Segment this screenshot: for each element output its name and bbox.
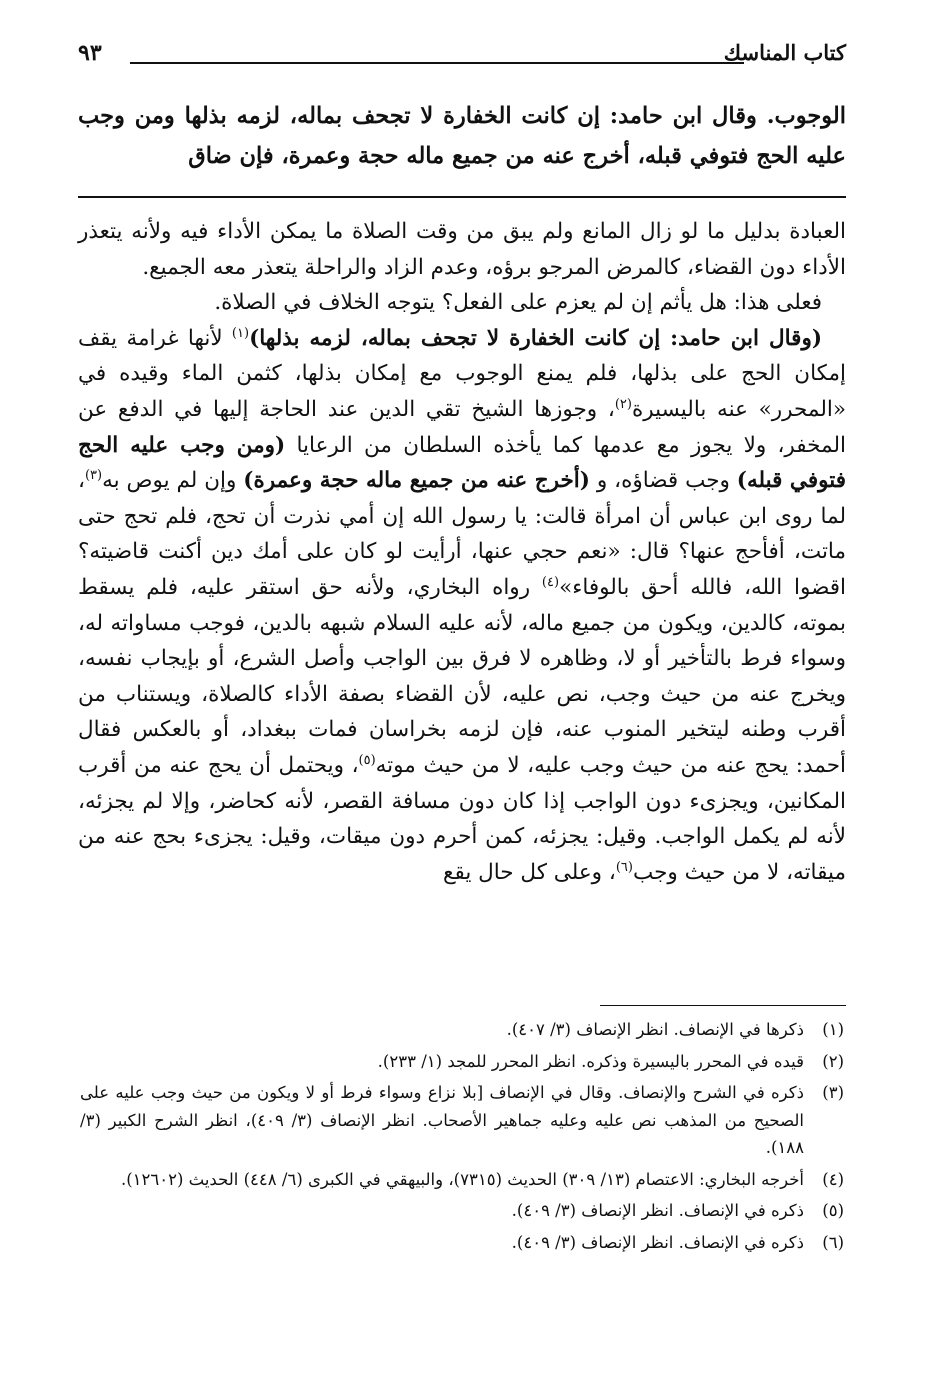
- commentary-text: وإن لم يوص به: [102, 468, 244, 494]
- footnotes-list: [80, 1016, 844, 1260]
- footnote-text: ذكرها في الإنصاف. انظر الإنصاف (٣/ ٤٠٧).: [506, 1020, 804, 1039]
- footnote-number: (٤): [822, 1169, 844, 1189]
- matn-quote: (ومن وجب عليه الحج فتوفي قبله): [78, 432, 847, 494]
- footnote-ref-2[interactable]: (٢): [614, 396, 632, 412]
- commentary-text: ، لما روى ابن عباس أن امرأة قالت: يا رسول الله إن أمي نذرت أن تحج، فلم تحج حتى ماتت، أفأحج عنها؟ قال: «نعم حجي عنها، أرأيت لو كان على أمك دين أكنت قاضيته؟ اقضوا الله، فالله أحق بالوفاء»: [78, 468, 846, 600]
- commentary-text: ، وجوزها الشيخ تقي الدين عند الحاجة إليها في الدفع عن المخفر، ولا يجوز مع عدمها كما يأخذه السلطان من الرعايا: [78, 396, 846, 458]
- footnote-text: ذكره في الإنصاف. انظر الإنصاف (٣/ ٤٠٩).: [511, 1201, 804, 1220]
- footnote-number: (٦): [822, 1232, 844, 1252]
- footnote: [80, 1197, 844, 1225]
- footnote-number: (٣): [822, 1083, 844, 1102]
- matn-quote: (وقال ابن حامد: إن كانت الخفارة لا تجحف بماله، لزمه بذلها): [249, 325, 822, 351]
- matn-quote: (أخرج عنه من جميع ماله حجة وعمرة): [243, 468, 590, 494]
- footnote-ref-6[interactable]: (٦): [615, 859, 633, 875]
- footnote: [80, 1016, 844, 1044]
- footnote-text: ذكره في الشرح والإنصاف. وقال في الإنصاف [بلا نزاع وسواء فرط أو لا ويكون من حيث وجب عليه على الصحيح من المذهب نص عليه وعليه جماهير الأصحاب. انظر الإنصاف (٣/ ٤٠٩)، انظر الشرح الكبير (٣/ ١٨٨).: [80, 1083, 804, 1157]
- footnote-ref-3[interactable]: (٣): [84, 468, 103, 483]
- page-number: ٩٣: [78, 40, 102, 66]
- footnote-text: قيده في المحرر باليسيرة وذكره. انظر المحرر للمجد (١/ ٢٣٣).: [377, 1051, 804, 1071]
- commentary-text: ، ويحتمل أن يحج عنه من أقرب المكانين، ويجزىء دون الواجب إذا كان دون مسافة القصر، لأنه كحاضر، وإلا لم يجزئه، لأنه لم يكمل الواجب. وقيل: يجزئه، كمن أحرم دون ميقات، وقيل: يجزىء بحج عنه من ميقاته، لا من حيث وجب: [78, 752, 846, 885]
- running-title: كتاب المناسك: [723, 40, 846, 65]
- commentary-text: لأنها غرامة يقف إمكان الحج على بذلها، فلم يمنع الوجوب مع إمكان بذلها، كثمن الماء وقيده في «المحرر» عنه باليسيرة: [78, 325, 846, 422]
- footnote: [80, 1166, 844, 1194]
- commentary-text: ، وعلى كل حال يقع: [443, 859, 616, 885]
- footnote-number: (٥): [822, 1201, 844, 1220]
- footnote-ref-4[interactable]: (٤): [541, 574, 560, 590]
- footnote: [80, 1079, 844, 1162]
- commentary-text: وجب قضاؤه، و: [589, 468, 737, 494]
- page-header: [78, 38, 846, 72]
- commentary-paragraph-2: فعلى هذا: هل يأثم إن لم يعزم على الفعل؟ يتوجه الخلاف في الصلاة.: [214, 290, 822, 316]
- footnote-number: (٢): [822, 1051, 844, 1071]
- commentary-text: رواه البخاري، ولأنه حق استقر عليه، فلم يسقط بموته، كالدين، ويكون من جميع ماله، لأنه عليه السلام شبهه بالدين، فوجب مساواته له، وسواء فرط بالتأخير أو لا، وظاهره لا فرق بين الواجب وأصل الشرع، أو بإيجاب نفسه، ويخرج عنه من حيث وجب، نص عليه، لأن القضاء بصفة الأداء كالصلاة، ويستناب من أقرب وطنه ليتخير المنوب عنه، فإن لزمه بخراسان فمات ببغداد، أو بالعكس فقال أحمد: يحج عنه من حيث وجب عليه، لا من حيث موته: [78, 574, 846, 778]
- header-rule: [130, 62, 744, 64]
- footnote: [80, 1229, 844, 1257]
- footnote-number: (١): [822, 1020, 844, 1039]
- commentary: [78, 214, 846, 890]
- footnote-text: أخرجه البخاري: الاعتصام (١٣/ ٣٠٩) الحديث (٧٣١٥)، والبيهقي في الكبرى (٦/ ٤٤٨) الحديث (١٢٦٠٢).: [120, 1169, 804, 1189]
- footnote-separator-rule: [600, 1005, 846, 1006]
- commentary-paragraph-1: العبادة بدليل ما لو زال المانع ولم يبق من وقت الصلاة ما يمكن الأداء فيه ولأنه يتعذر الأداء دون القضاء، كالمرض المرجو برؤه، وعدم الزاد والراحلة يتعذر معه الجميع.: [78, 219, 846, 280]
- footnote: [80, 1048, 844, 1076]
- footnote-ref-5[interactable]: (٥): [358, 752, 376, 768]
- matn-text: الوجوب. وقال ابن حامد: إن كانت الخفارة لا تجحف بماله، لزمه بذلها ومن وجب عليه الحج فتوفي قبله، أخرج عنه من جميع ماله حجة وعمرة، فإن ضاق: [78, 103, 846, 169]
- commentary-paragraph-3: [78, 321, 846, 891]
- matn-separator-rule: [78, 196, 846, 198]
- footnote-text: ذكره في الإنصاف. انظر الإنصاف (٣/ ٤٠٩).: [511, 1232, 804, 1252]
- footnote-ref-1[interactable]: (١): [231, 325, 250, 341]
